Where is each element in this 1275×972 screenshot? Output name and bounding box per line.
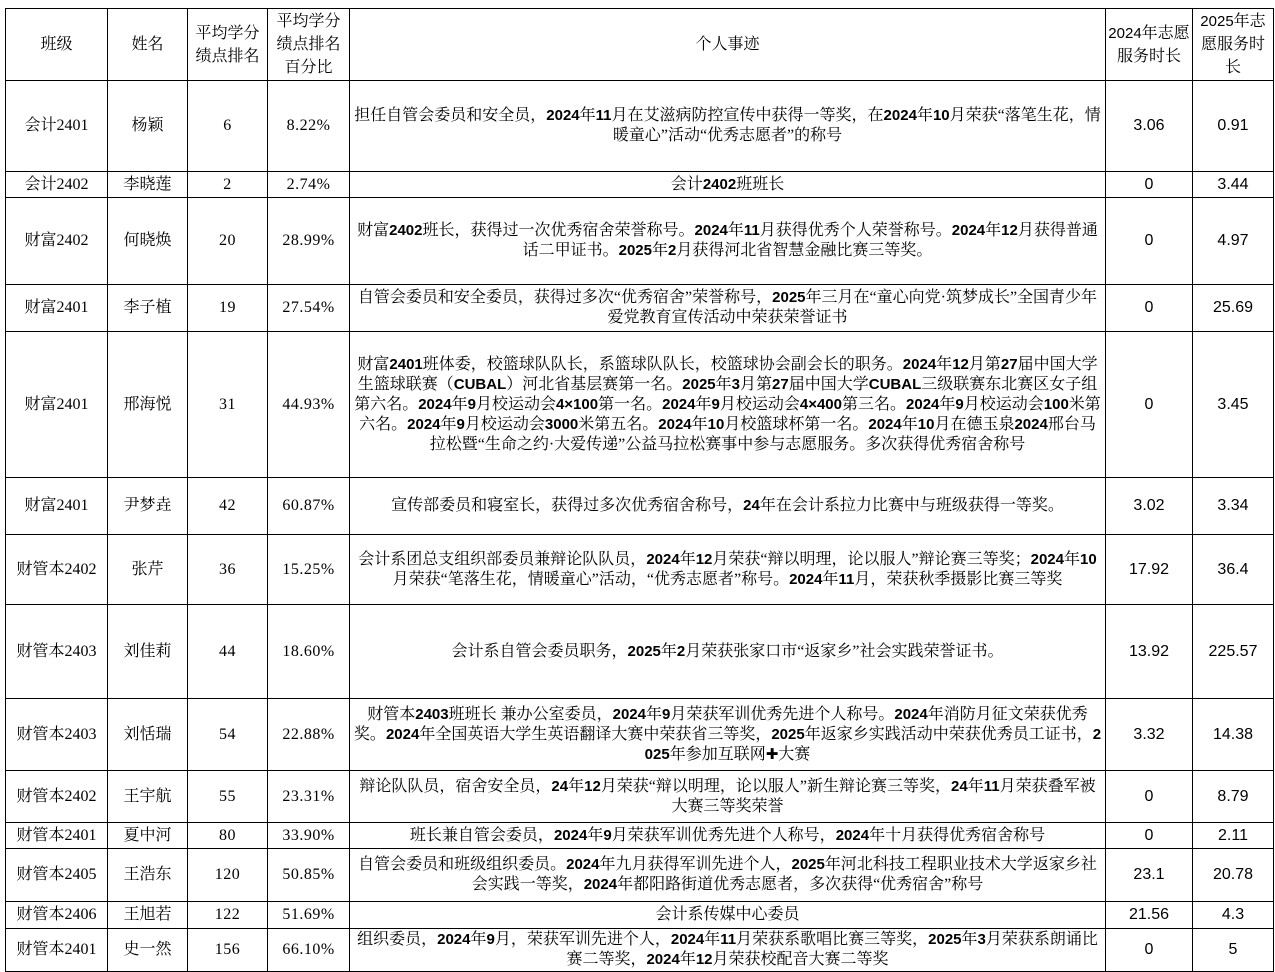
cell-gpa-rank-percent[interactable]: 2.74% bbox=[268, 172, 350, 198]
cell-gpa-rank[interactable]: 122 bbox=[188, 902, 268, 929]
cell-gpa-rank[interactable]: 36 bbox=[188, 535, 268, 605]
table-row bbox=[6, 699, 1274, 771]
volunteer-gpa-table bbox=[5, 8, 1274, 972]
cell-class[interactable]: 财管本2403 bbox=[6, 605, 108, 699]
cell-name[interactable]: 史一然 bbox=[108, 929, 188, 972]
cell-class[interactable]: 财富2401 bbox=[6, 478, 108, 535]
cell-gpa-rank[interactable]: 20 bbox=[188, 198, 268, 285]
cell-gpa-rank-percent[interactable]: 50.85% bbox=[268, 849, 350, 902]
table-row bbox=[6, 849, 1274, 902]
cell-hours-2025[interactable]: 3.34 bbox=[1193, 478, 1274, 535]
cell-hours-2024[interactable]: 0 bbox=[1106, 929, 1193, 972]
cell-class[interactable]: 财管本2403 bbox=[6, 699, 108, 771]
cell-hours-2024[interactable]: 0 bbox=[1106, 823, 1193, 849]
cell-hours-2025[interactable]: 3.45 bbox=[1193, 332, 1274, 478]
table-row bbox=[6, 332, 1274, 478]
cell-name[interactable]: 李晓莲 bbox=[108, 172, 188, 198]
cell-class[interactable]: 财管本2402 bbox=[6, 535, 108, 605]
table-row bbox=[6, 81, 1274, 172]
cell-hours-2025[interactable]: 14.38 bbox=[1193, 699, 1274, 771]
cell-gpa-rank-percent[interactable]: 51.69% bbox=[268, 902, 350, 929]
cell-deeds[interactable]: 会计系传媒中心委员 bbox=[350, 902, 1106, 929]
cell-gpa-rank[interactable]: 80 bbox=[188, 823, 268, 849]
cell-gpa-rank[interactable]: 42 bbox=[188, 478, 268, 535]
cell-name[interactable]: 张芹 bbox=[108, 535, 188, 605]
cell-gpa-rank-percent[interactable]: 44.93% bbox=[268, 332, 350, 478]
header-row bbox=[6, 9, 1274, 81]
cell-gpa-rank-percent[interactable]: 22.88% bbox=[268, 699, 350, 771]
cell-name[interactable]: 王宇航 bbox=[108, 771, 188, 823]
cell-deeds[interactable]: 宣传部委员和寝室长，获得过多次优秀宿舍称号，24年在会计系拉力比赛中与班级获得一等奖。 bbox=[350, 478, 1106, 535]
cell-name[interactable]: 刘佳莉 bbox=[108, 605, 188, 699]
cell-name[interactable]: 何晓焕 bbox=[108, 198, 188, 285]
cell-gpa-rank-percent[interactable]: 66.10% bbox=[268, 929, 350, 972]
cell-name[interactable]: 杨颖 bbox=[108, 81, 188, 172]
cell-class[interactable]: 财管本2402 bbox=[6, 771, 108, 823]
cell-hours-2025[interactable]: 36.4 bbox=[1193, 535, 1274, 605]
cell-class[interactable]: 财管本2401 bbox=[6, 823, 108, 849]
cell-gpa-rank-percent[interactable]: 18.60% bbox=[268, 605, 350, 699]
cell-gpa-rank-percent[interactable]: 33.90% bbox=[268, 823, 350, 849]
cell-name[interactable]: 王旭若 bbox=[108, 902, 188, 929]
cell-class[interactable]: 财富2401 bbox=[6, 285, 108, 332]
cell-hours-2024[interactable]: 3.06 bbox=[1106, 81, 1193, 172]
cell-deeds[interactable]: 财富2401班体委，校篮球队队长，系篮球队队长，校篮球协会副会长的职务。2024年12月第27届中国大学生篮球联赛（CUBAL）河北省基层赛第一名。2025年3月第27届中国大学CUBAL三级联赛东北赛区女子组第六名。2024年9月校运动会4×100第一名。2024年9月校运动会4×400第三名。2024年9月校运动会100米第六名。2024年9月校运动会3000米第五名。2024年10月校篮球杯第一名。2024年10月在德玉泉2024邢台马拉松暨“生命之约·大爱传递”公益马拉松赛事中参与志愿服务。多次获得优秀宿舍称号 bbox=[350, 332, 1106, 478]
table-row bbox=[6, 478, 1274, 535]
column-header-hours-2025[interactable]: 2025年志愿服务时长 bbox=[1193, 9, 1274, 81]
cell-hours-2024[interactable]: 13.92 bbox=[1106, 605, 1193, 699]
table-row bbox=[6, 172, 1274, 198]
cell-deeds[interactable]: 组织委员，2024年9月，荣获军训先进个人，2024年11月荣获系歌唱比赛三等奖，2025年3月荣获系朗诵比赛二等奖，2024年12月荣获校配音大赛二等奖 bbox=[350, 929, 1106, 972]
table-row bbox=[6, 535, 1274, 605]
cell-hours-2025[interactable]: 25.69 bbox=[1193, 285, 1274, 332]
cell-name[interactable]: 夏中河 bbox=[108, 823, 188, 849]
cell-gpa-rank[interactable]: 120 bbox=[188, 849, 268, 902]
column-header-name[interactable]: 姓名 bbox=[108, 9, 188, 81]
cell-name[interactable]: 李子植 bbox=[108, 285, 188, 332]
cell-gpa-rank-percent[interactable]: 60.87% bbox=[268, 478, 350, 535]
cell-gpa-rank[interactable]: 6 bbox=[188, 81, 268, 172]
cell-gpa-rank[interactable]: 156 bbox=[188, 929, 268, 972]
column-header-gpa-rank[interactable]: 平均学分绩点排名 bbox=[188, 9, 268, 81]
table-row bbox=[6, 771, 1274, 823]
cell-hours-2025[interactable]: 2.11 bbox=[1193, 823, 1274, 849]
cell-gpa-rank[interactable]: 2 bbox=[188, 172, 268, 198]
cell-deeds[interactable]: 班长兼自管会委员，2024年9月荣获军训优秀先进个人称号，2024年十月获得优秀宿舍称号 bbox=[350, 823, 1106, 849]
cell-hours-2024[interactable]: 0 bbox=[1106, 285, 1193, 332]
column-header-gpa-rank-percent[interactable]: 平均学分绩点排名百分比 bbox=[268, 9, 350, 81]
cell-name[interactable]: 王浩东 bbox=[108, 849, 188, 902]
cell-deeds[interactable]: 会计系团总支组织部委员兼辩论队队员，2024年12月荣获“辩以明理，论以服人”辩论赛三等奖；2024年10月荣获“笔落生花，情暖童心”活动，“优秀志愿者”称号。2024年11月，荣获秋季摄影比赛三等奖 bbox=[350, 535, 1106, 605]
table-row bbox=[6, 823, 1274, 849]
cell-hours-2025[interactable]: 4.97 bbox=[1193, 198, 1274, 285]
table-row bbox=[6, 929, 1274, 972]
cell-deeds[interactable]: 会计2402班班长 bbox=[350, 172, 1106, 198]
cell-name[interactable]: 尹梦垚 bbox=[108, 478, 188, 535]
cell-gpa-rank-percent[interactable]: 8.22% bbox=[268, 81, 350, 172]
cell-hours-2025[interactable]: 225.57 bbox=[1193, 605, 1274, 699]
cell-gpa-rank-percent[interactable]: 23.31% bbox=[268, 771, 350, 823]
table-row bbox=[6, 198, 1274, 285]
column-header-hours-2024[interactable]: 2024年志愿服务时长 bbox=[1106, 9, 1193, 81]
cell-hours-2024[interactable]: 3.02 bbox=[1106, 478, 1193, 535]
cell-hours-2024[interactable]: 3.32 bbox=[1106, 699, 1193, 771]
cell-class[interactable]: 财管本2405 bbox=[6, 849, 108, 902]
cell-deeds[interactable]: 自管会委员和班级组织委员。2024年九月获得军训先进个人，2025年河北科技工程职业技术大学返家乡社会实践一等奖，2024年都阳路街道优秀志愿者，多次获得“优秀宿舍”称号 bbox=[350, 849, 1106, 902]
cell-deeds[interactable]: 财管本2403班班长 兼办公室委员，2024年9月荣获军训优秀先进个人称号。2024年消防月征文荣获优秀奖。2024年全国英语大学生英语翻译大赛中荣获省三等奖，2025年返家乡实践活动中荣获优秀员工证书，2025年参加互联网✚大赛 bbox=[350, 699, 1106, 771]
cell-deeds[interactable]: 自管会委员和安全委员，获得过多次“优秀宿舍”荣誉称号，2025年三月在“童心向党·筑梦成长”全国青少年爱党教育宣传活动中荣获荣誉证书 bbox=[350, 285, 1106, 332]
cell-hours-2025[interactable]: 4.3 bbox=[1193, 902, 1274, 929]
cell-class[interactable]: 财富2401 bbox=[6, 332, 108, 478]
cell-deeds[interactable]: 辩论队队员，宿舍安全员，24年12月荣获“辩以明理，论以服人”新生辩论赛三等奖，24年11月荣获叠军被大赛三等奖荣誉 bbox=[350, 771, 1106, 823]
table-row bbox=[6, 285, 1274, 332]
cell-deeds[interactable]: 担任自管会委员和安全员，2024年11月在艾滋病防控宣传中获得一等奖，在2024年10月荣获“落笔生花，情暖童心”活动“优秀志愿者”的称号 bbox=[350, 81, 1106, 172]
cell-hours-2024[interactable]: 17.92 bbox=[1106, 535, 1193, 605]
cell-hours-2025[interactable]: 20.78 bbox=[1193, 849, 1274, 902]
cell-class[interactable]: 财管本2406 bbox=[6, 902, 108, 929]
cell-gpa-rank[interactable]: 54 bbox=[188, 699, 268, 771]
cell-class[interactable]: 财管本2401 bbox=[6, 929, 108, 972]
cell-hours-2024[interactable]: 0 bbox=[1106, 172, 1193, 198]
cell-gpa-rank[interactable]: 55 bbox=[188, 771, 268, 823]
column-header-deeds[interactable]: 个人事迹 bbox=[350, 9, 1106, 81]
cell-name[interactable]: 刘恬瑞 bbox=[108, 699, 188, 771]
cell-gpa-rank[interactable]: 19 bbox=[188, 285, 268, 332]
cell-hours-2025[interactable]: 0.91 bbox=[1193, 81, 1274, 172]
column-header-class[interactable]: 班级 bbox=[6, 9, 108, 81]
cell-hours-2025[interactable]: 8.79 bbox=[1193, 771, 1274, 823]
cell-hours-2024[interactable]: 0 bbox=[1106, 332, 1193, 478]
cell-class[interactable]: 会计2401 bbox=[6, 81, 108, 172]
cell-hours-2024[interactable]: 23.1 bbox=[1106, 849, 1193, 902]
table-row bbox=[6, 902, 1274, 929]
cell-hours-2025[interactable]: 5 bbox=[1193, 929, 1274, 972]
cell-hours-2025[interactable]: 3.44 bbox=[1193, 172, 1274, 198]
cell-gpa-rank-percent[interactable]: 28.99% bbox=[268, 198, 350, 285]
cell-hours-2024[interactable]: 0 bbox=[1106, 771, 1193, 823]
cell-gpa-rank[interactable]: 31 bbox=[188, 332, 268, 478]
cell-deeds[interactable]: 财富2402班长，获得过一次优秀宿舍荣誉称号。2024年11月获得优秀个人荣誉称号。2024年12月获得普通话二甲证书。2025年2月获得河北省智慧金融比赛三等奖。 bbox=[350, 198, 1106, 285]
cell-deeds[interactable]: 会计系自管会委员职务，2025年2月荣获张家口市“返家乡”社会实践荣誉证书。 bbox=[350, 605, 1106, 699]
cell-class[interactable]: 财富2402 bbox=[6, 198, 108, 285]
cell-gpa-rank[interactable]: 44 bbox=[188, 605, 268, 699]
cell-gpa-rank-percent[interactable]: 27.54% bbox=[268, 285, 350, 332]
cell-hours-2024[interactable]: 0 bbox=[1106, 198, 1193, 285]
cell-hours-2024[interactable]: 21.56 bbox=[1106, 902, 1193, 929]
cell-name[interactable]: 邢海悦 bbox=[108, 332, 188, 478]
cell-class[interactable]: 会计2402 bbox=[6, 172, 108, 198]
table-row bbox=[6, 605, 1274, 699]
cell-gpa-rank-percent[interactable]: 15.25% bbox=[268, 535, 350, 605]
